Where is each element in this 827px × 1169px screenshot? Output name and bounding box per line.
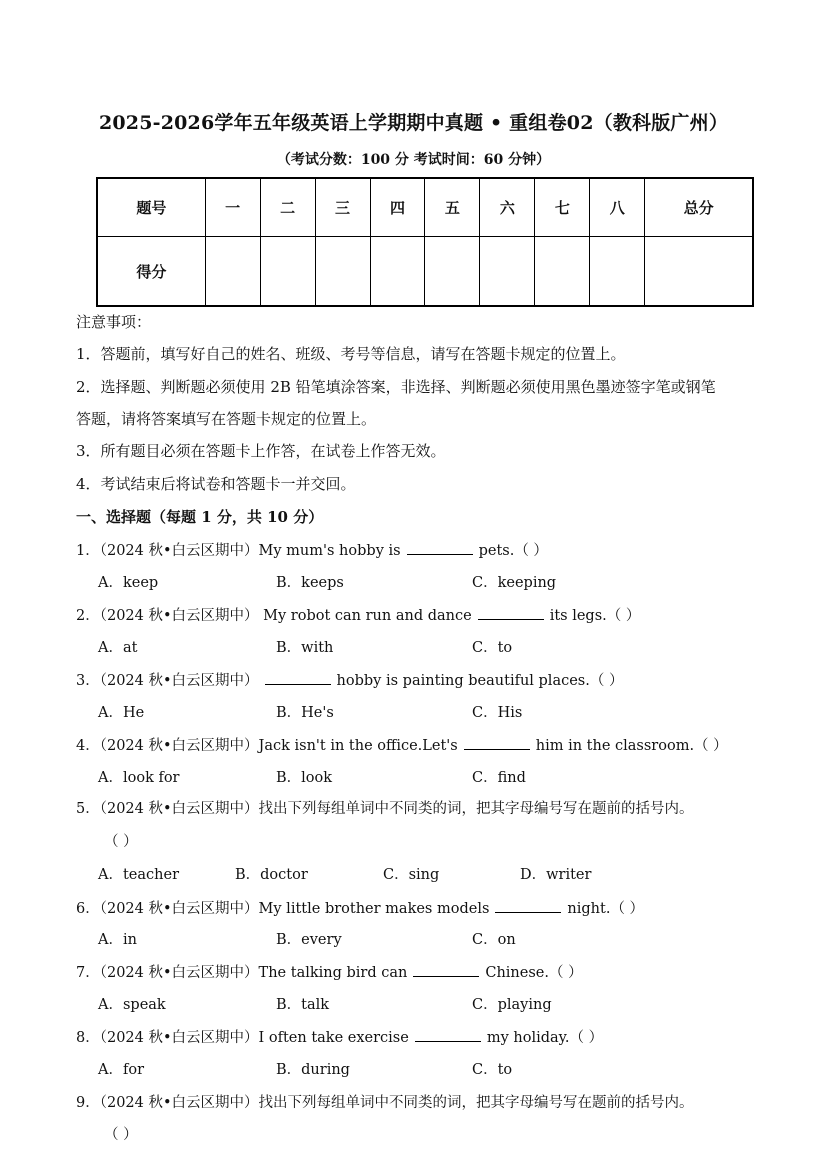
question-5: 5．（2024 秋•白云区期中）找出下列每组单词中不同类的词，把其字母编号写在题前的括号内。 bbox=[76, 801, 694, 817]
note-item: 1．答题前，填写好自己的姓名、班级、考号等信息，请写在答题卡规定的位置上。 bbox=[76, 345, 626, 363]
score-cell-7: 七 bbox=[535, 178, 590, 237]
question-2: 2．（2024 秋•白云区期中） My robot can run and dance its legs.（ ） bbox=[76, 605, 640, 626]
question-7: 7．（2024 秋•白云区期中）The talking bird can Chinese.（ ） bbox=[76, 962, 583, 983]
option-a: A．at bbox=[98, 640, 138, 656]
score-blank-cell bbox=[205, 237, 260, 307]
question-1: 1．（2024 秋•白云区期中）My mum's hobby is pets.（ ） bbox=[76, 540, 548, 561]
section-heading: 一、选择题（每题 1 分，共 10 分） bbox=[76, 508, 324, 526]
option-a: A．look for bbox=[98, 770, 180, 786]
option-a: A．for bbox=[98, 1062, 144, 1078]
option-a: A．teacher bbox=[98, 867, 179, 883]
score-cell-8: 八 bbox=[590, 178, 645, 237]
exam-info: （考试分数：100 分 考试时间：60 分钟） bbox=[276, 152, 551, 168]
option-c: C．keeping bbox=[472, 575, 557, 591]
answer-blank bbox=[265, 670, 331, 685]
answer-paren: （ ） bbox=[104, 834, 138, 850]
score-cell-1: 一 bbox=[205, 178, 260, 237]
page-title: 2025-2026学年五年级英语上学期期中真题 • 重组卷02（教科版广州） bbox=[98, 112, 729, 134]
option-c: C．find bbox=[472, 770, 526, 786]
option-a: A．keep bbox=[98, 575, 159, 591]
option-c: C．to bbox=[472, 640, 513, 656]
answer-blank bbox=[413, 962, 479, 977]
score-blank-cell bbox=[370, 237, 425, 307]
option-b: B．every bbox=[276, 932, 342, 948]
note-item: 答题，请将答案填写在答题卡规定的位置上。 bbox=[76, 410, 377, 428]
option-a: A．He bbox=[98, 705, 145, 721]
score-cell-2: 二 bbox=[260, 178, 315, 237]
answer-blank bbox=[478, 605, 544, 620]
note-item: 4．考试结束后将试卷和答题卡一并交回。 bbox=[76, 475, 356, 493]
score-row-label: 得分 bbox=[97, 237, 205, 307]
score-cell-3: 三 bbox=[315, 178, 370, 237]
option-c: C．playing bbox=[472, 997, 552, 1013]
option-b: B．keeps bbox=[276, 575, 344, 591]
score-cell-6: 六 bbox=[480, 178, 535, 237]
option-a: A．speak bbox=[98, 997, 166, 1013]
option-c: C．sing bbox=[383, 867, 440, 883]
notes-heading: 注意事项： bbox=[76, 313, 152, 331]
score-blank-cell bbox=[480, 237, 535, 307]
answer-paren: （ ） bbox=[104, 1127, 138, 1143]
score-blank-cell bbox=[535, 237, 590, 307]
score-cell-4: 四 bbox=[370, 178, 425, 237]
option-d: D．writer bbox=[520, 867, 592, 883]
score-table-header-row bbox=[97, 178, 753, 237]
score-blank-cell bbox=[645, 237, 753, 307]
score-table-score-row bbox=[97, 237, 753, 307]
score-blank-cell bbox=[425, 237, 480, 307]
score-table bbox=[96, 177, 754, 307]
answer-blank bbox=[415, 1027, 481, 1042]
score-cell-label: 题号 bbox=[97, 178, 205, 237]
answer-blank bbox=[464, 735, 530, 750]
score-blank-cell bbox=[260, 237, 315, 307]
option-b: B．look bbox=[276, 770, 333, 786]
score-blank-cell bbox=[315, 237, 370, 307]
answer-blank bbox=[495, 898, 561, 913]
option-b: B．during bbox=[276, 1062, 350, 1078]
option-b: B．talk bbox=[276, 997, 330, 1013]
answer-blank bbox=[407, 540, 473, 555]
note-item: 2．选择题、判断题必须使用 2B 铅笔填涂答案，非选择、判断题必须使用黑色墨迹签字笔或钢笔 bbox=[76, 378, 716, 396]
note-item: 3．所有题目必须在答题卡上作答，在试卷上作答无效。 bbox=[76, 442, 446, 460]
option-c: C．on bbox=[472, 932, 516, 948]
option-b: B．with bbox=[276, 640, 334, 656]
score-blank-cell bbox=[590, 237, 645, 307]
score-cell-total: 总分 bbox=[645, 178, 753, 237]
question-6: 6．（2024 秋•白云区期中）My little brother makes models night.（ ） bbox=[76, 898, 644, 919]
option-c: C．to bbox=[472, 1062, 513, 1078]
option-c: C．His bbox=[472, 705, 523, 721]
option-b: B．doctor bbox=[235, 867, 308, 883]
score-cell-5: 五 bbox=[425, 178, 480, 237]
option-a: A．in bbox=[98, 932, 137, 948]
option-b: B．He's bbox=[276, 705, 334, 721]
question-4: 4．（2024 秋•白云区期中）Jack isn't in the office.Let's him in the classroom.（ ） bbox=[76, 735, 728, 756]
question-9: 9．（2024 秋•白云区期中）找出下列每组单词中不同类的词，把其字母编号写在题前的括号内。 bbox=[76, 1095, 694, 1111]
question-3: 3．（2024 秋•白云区期中） hobby is painting beautiful places.（ ） bbox=[76, 670, 623, 691]
question-8: 8．（2024 秋•白云区期中）I often take exercise my holiday.（ ） bbox=[76, 1027, 603, 1048]
